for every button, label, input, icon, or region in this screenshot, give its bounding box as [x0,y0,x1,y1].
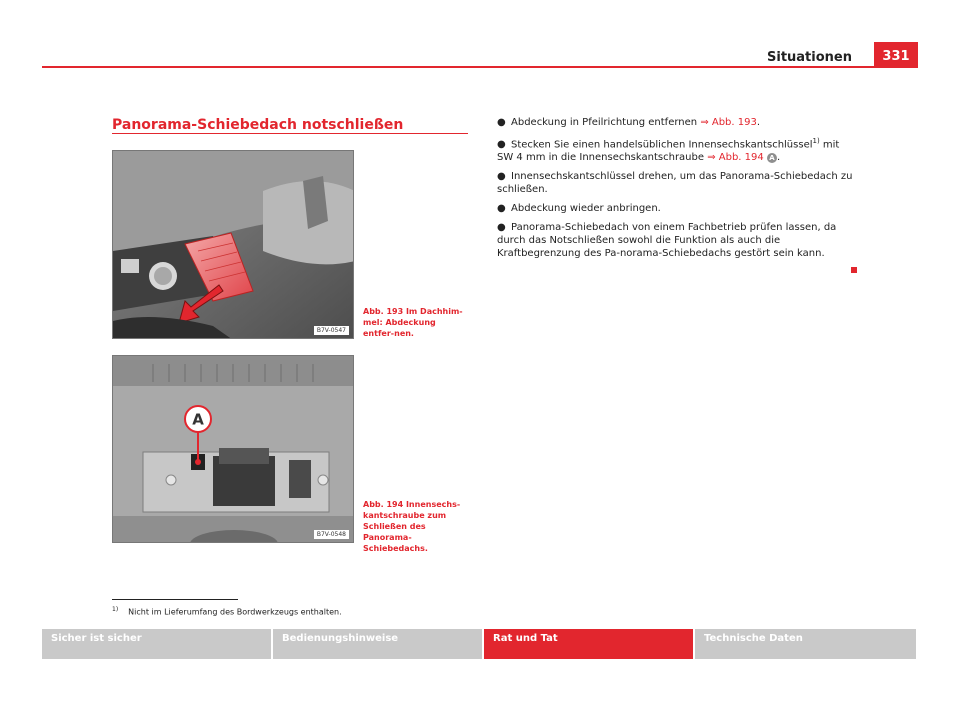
tab-bedienungshinweise[interactable]: Bedienungshinweise [273,629,482,659]
footnote-text: Nicht im Lieferumfang des Bordwerkzeugs enthalten. [128,607,342,617]
title-rule [112,133,468,134]
hex-screw-illustration [113,356,354,543]
label-a-badge: A [767,153,777,163]
section-end-marker [851,267,857,273]
figure-194-caption: Abb. 194 Innensechs-kantschraube zum Schließen des Panorama-Schiebedachs. [363,500,461,553]
bullet: ● [497,117,506,128]
header-rule [42,66,918,68]
section-name: Situationen [767,50,852,65]
step-3 [497,170,857,196]
label-a: A [192,410,204,429]
figure-194-photo [112,355,354,543]
section-title: Panorama-Schiebedach notschließen [112,117,404,133]
figure-link[interactable]: ⇒ Abb. 194 [707,152,764,164]
bullet: ● [497,222,506,234]
figure-193-caption: Abb. 193 Im Dachhim-mel: Abdeckung entfer-nen. [363,307,463,338]
instruction-list [497,116,857,266]
figure-link[interactable]: ⇒ Abb. 193 [700,117,757,128]
step-1 [497,116,857,129]
step-2 [497,135,857,164]
step-punctuation: . [776,152,781,164]
step-punctuation: . [756,117,761,128]
chapter-tabs [42,629,918,659]
step-text: Innensechskantschlüssel drehen, um das Panorama-Schiebedach zu schließen. [497,171,853,196]
bullet: ● [497,203,506,215]
step-5 [497,221,857,260]
step-text: Abdeckung in Pfeilrichtung entfernen [511,117,701,128]
footnote-mark: 1) [112,606,119,613]
headliner-cover-illustration [113,151,354,339]
footnote-ref: 1) [812,137,820,145]
tab-sicher-ist-sicher[interactable]: Sicher ist sicher [42,629,271,659]
figure-code: B7V-0548 [314,530,349,539]
bullet: ● [497,171,506,183]
figure-193-photo [112,150,354,339]
step-text: Abdeckung wieder anbringen. [511,203,661,215]
step-text: mit SW 4 mm in die Innensechskantschraube [497,139,840,164]
step-4 [497,202,857,215]
tab-rat-und-tat[interactable]: Rat und Tat [484,629,693,659]
footnote-rule [112,599,238,600]
page-number: 331 [874,42,918,68]
figure-code: B7V-0547 [314,326,349,335]
tab-technische-daten[interactable]: Technische Daten [695,629,916,659]
bullet: ● [497,139,506,151]
step-text: Panorama-Schiebedach von einem Fachbetrieb prüfen lassen, da durch das Notschließen sowohl die Funktion als auch die Kraftbegrenzung des Pa-norama-Schiebedachs gestört sein kann. [497,222,837,260]
step-text: Stecken Sie einen handelsüblichen Innensechskantschlüssel [511,139,813,151]
footnote [112,606,342,617]
